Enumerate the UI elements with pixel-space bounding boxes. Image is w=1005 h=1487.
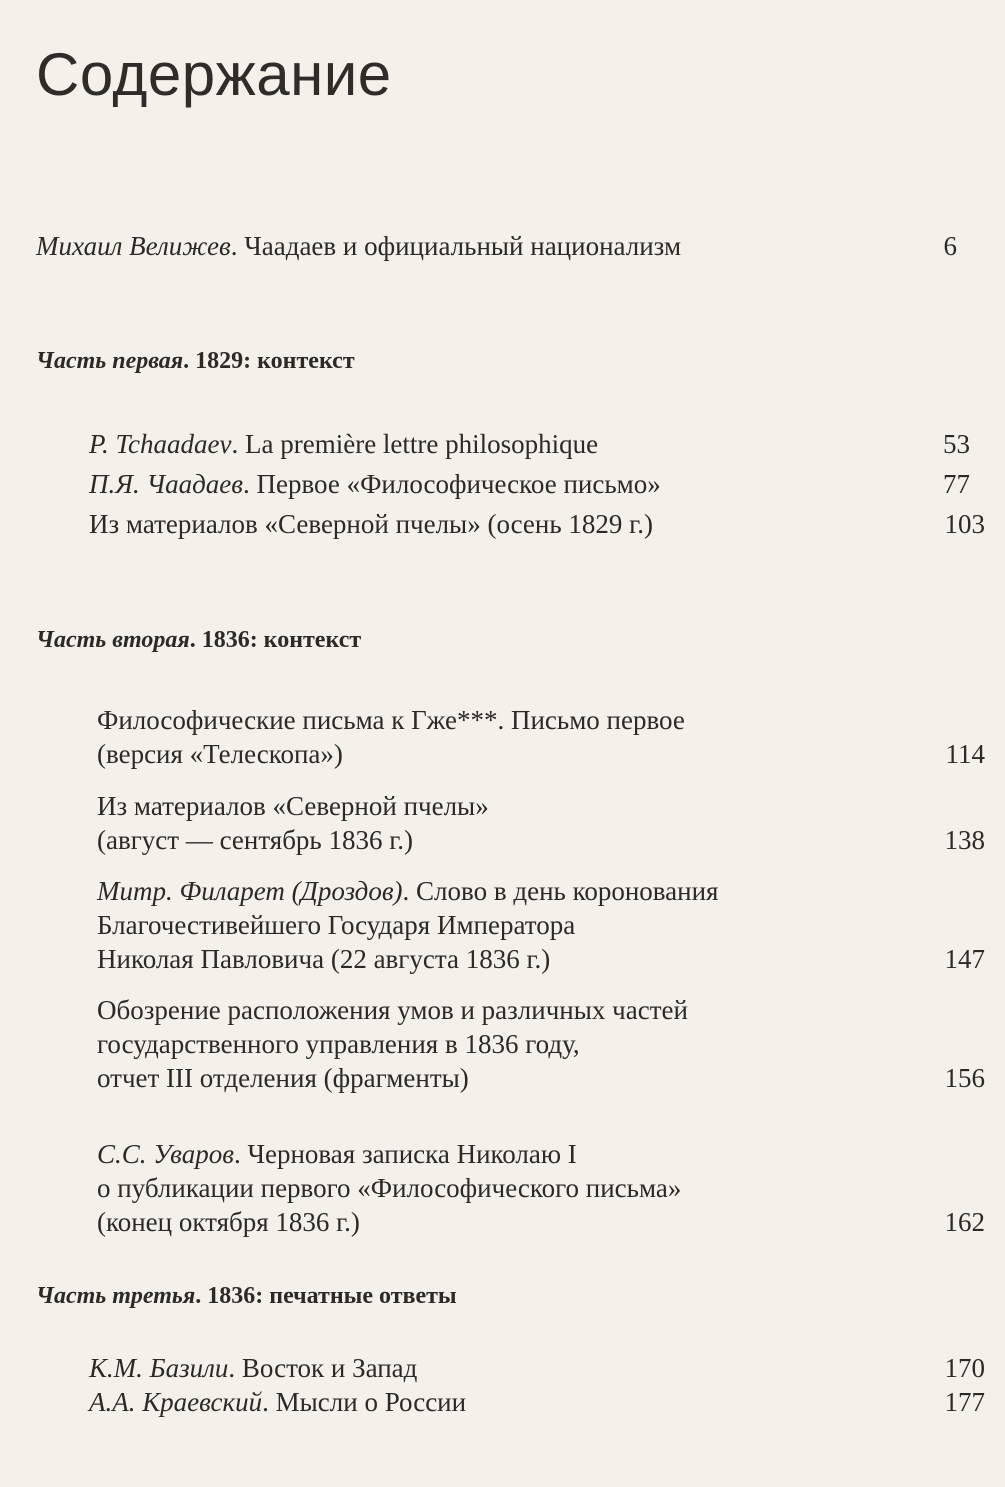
toc-entry	[89, 427, 985, 461]
toc-entry	[97, 1137, 985, 1239]
entry-title: Из материалов «Северной пчелы»	[97, 791, 489, 821]
entry-title: отчет III отделения (фрагменты)	[97, 1063, 469, 1093]
entry-title: . Мысли о России	[262, 1387, 467, 1417]
entry-title: Обозрение расположения умов и различных частей	[97, 995, 688, 1025]
entry-author: К.М. Базили	[89, 1353, 229, 1383]
entry-page-number: 162	[944, 1207, 985, 1237]
entry-title: . Слово в день коронования	[402, 876, 719, 906]
entry-page-number: 147	[944, 944, 985, 974]
page-title: Содержание	[36, 41, 392, 108]
entry-title: Из материалов «Северной пчелы» (осень 1829 г.)	[89, 509, 653, 539]
entry-page-number: 103	[944, 509, 985, 539]
entry-title: . Черновая записка Николаю I	[233, 1139, 577, 1169]
part-heading-3: Часть третья. 1836: печатные ответы	[36, 1283, 457, 1309]
toc-entry	[97, 703, 985, 771]
entry-title: Благочестивейшего Государя Императора	[97, 910, 576, 940]
entry-page-number: 77	[943, 469, 970, 499]
entry-author: P. Tchaadaev	[89, 429, 232, 459]
entry-title: Николая Павловича (22 августа 1836 г.)	[97, 944, 551, 974]
entry-author: А.А. Краевский	[89, 1387, 263, 1417]
entry-page-number: 6	[943, 231, 957, 261]
toc-entry	[89, 507, 985, 541]
toc-entry	[89, 1351, 985, 1385]
entry-title: (версия «Телескопа»)	[97, 739, 343, 769]
entry-author: С.С. Уваров	[97, 1139, 234, 1169]
entry-title: Философические письма к Гже***. Письмо первое	[97, 705, 685, 735]
toc-entry-intro	[36, 229, 957, 263]
entry-title: (август — сентябрь 1836 г.)	[97, 825, 414, 855]
entry-page-number: 114	[945, 739, 985, 769]
entry-page-number: 156	[944, 1063, 985, 1093]
entry-page-number: 138	[944, 825, 985, 855]
entry-page-number: 170	[944, 1353, 985, 1383]
entry-author: Митр. Филарет (Дроздов)	[97, 876, 403, 906]
entry-title: . Восток и Запад	[228, 1353, 418, 1383]
entry-title: о публикации первого «Философического письма»	[97, 1173, 682, 1203]
toc-entry	[89, 1385, 985, 1419]
toc-entry	[97, 874, 985, 976]
entry-page-number: 177	[944, 1387, 985, 1417]
entry-title: (конец октября 1836 г.)	[97, 1207, 360, 1237]
toc-entry	[97, 789, 985, 857]
entry-title: . La première lettre philosophique	[231, 429, 599, 459]
entry-title: . Чаадаев и официальный национализм	[230, 231, 682, 261]
part-heading-2: Часть вторая. 1836: контекст	[36, 627, 362, 653]
entry-title: государственного управления в 1836 году,	[97, 1029, 580, 1059]
entry-page-number: 53	[943, 429, 970, 459]
part-heading-1: Часть первая. 1829: контекст	[36, 348, 355, 374]
toc-entry	[97, 993, 985, 1095]
entry-title: . Первое «Философическое письмо»	[242, 469, 661, 499]
entry-author: П.Я. Чаадаев	[89, 469, 243, 499]
toc-entry	[89, 467, 985, 501]
entry-author: Михаил Велижев	[36, 231, 231, 261]
